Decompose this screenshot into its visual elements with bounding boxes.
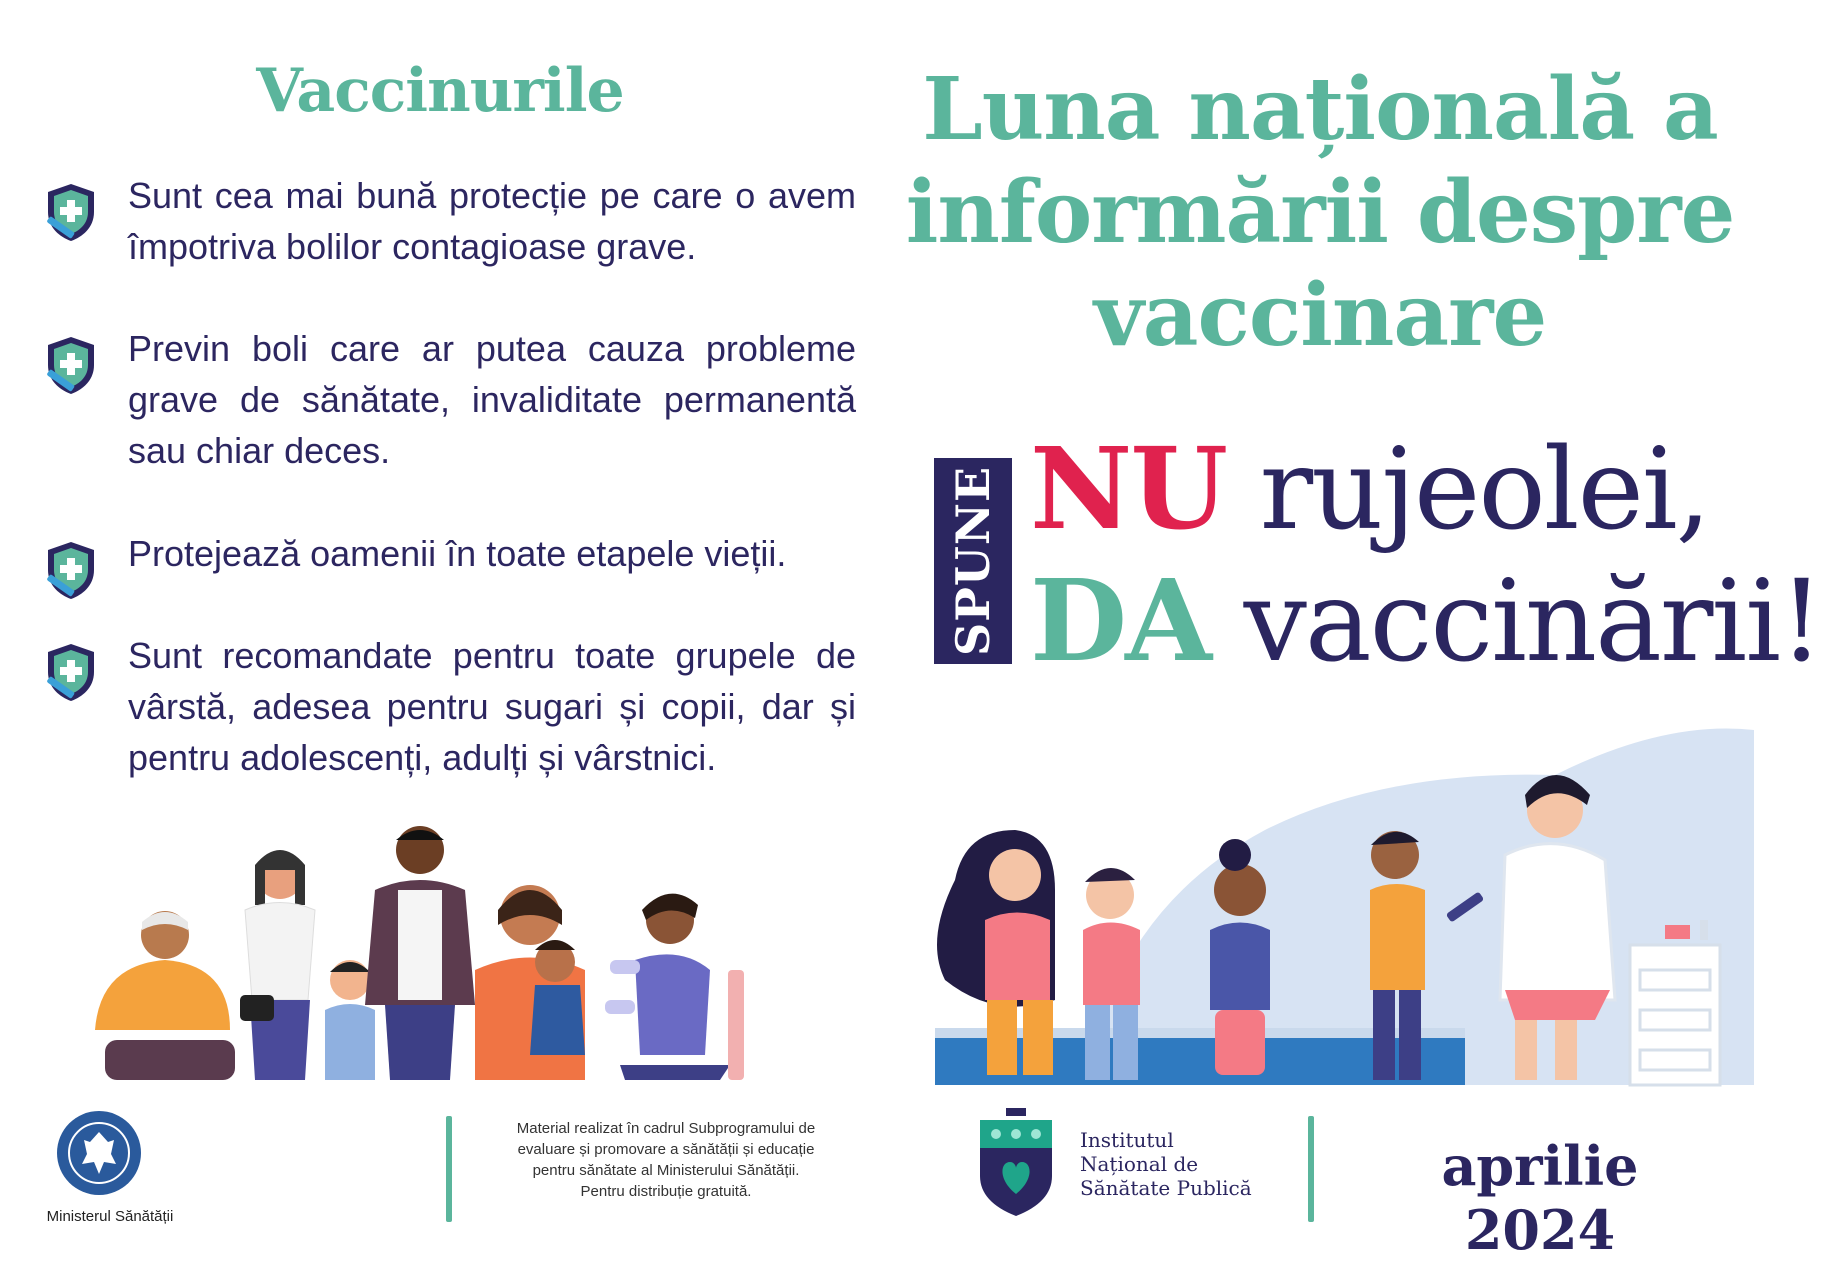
ministry-caption: Ministerul Sănătății [46, 1208, 174, 1225]
shield-cross-syringe-icon [44, 642, 98, 702]
slogan-line-1 [1030, 424, 1750, 555]
footer-note [496, 1118, 836, 1202]
institute-line: Național de [1080, 1152, 1199, 1176]
institute-line: Sănătate Publică [1080, 1176, 1252, 1200]
campaign-title [900, 58, 1740, 367]
shield-cross-syringe-icon [44, 182, 98, 242]
slogan-line-2 [1030, 556, 1822, 687]
title-line: Luna națională a [922, 59, 1718, 160]
footer-note-line: evaluare și promovare a sănătății și educație [517, 1141, 815, 1158]
left-heading: Vaccinurile [256, 56, 624, 126]
slogan-da: DA [1030, 556, 1211, 687]
footer-note-line: Material realizat în cadrul Subprogramului de [516, 1120, 816, 1137]
shield-cross-syringe-icon [44, 335, 98, 395]
institute-line: Institutul [1080, 1128, 1174, 1152]
bullet-text: Protejează oamenii în toate etapele vieții. [128, 533, 787, 574]
footer-note-line: pentru sănătate al Ministerului Sănătății. [532, 1162, 800, 1179]
campaign-date: aprilie 2024 [1441, 1134, 1639, 1262]
spune-text: SPUNE [946, 465, 1000, 657]
title-line: vaccinare [1093, 265, 1547, 366]
footer-note-line: Pentru distribuție gratuită. [580, 1183, 752, 1200]
bullet-text: Sunt recomandate pentru toate grupele de vârstă, adesea pentru sugari și copii, dar și pentru adolescenți, adulți și vârstnici. [128, 635, 856, 778]
bullet-text: Sunt cea mai bună protecție pe care o avem împotriva bolilor contagioase grave. [128, 175, 856, 267]
government-seal-icon [56, 1110, 142, 1196]
institute-name [1080, 1128, 1300, 1200]
slogan-rujeolei: rujeolei, [1226, 425, 1710, 555]
insp-logo-icon [976, 1106, 1056, 1218]
family-illustration [80, 810, 820, 1085]
slogan-vaccinarii: vaccinării! [1210, 557, 1822, 687]
vaccination-scene-illustration [905, 720, 1754, 1085]
slogan-nu: NU [1030, 424, 1227, 555]
shield-cross-syringe-icon [44, 540, 98, 600]
footer-divider [446, 1116, 452, 1222]
title-line: informării despre [905, 162, 1735, 263]
bullet-text: Previn boli care ar putea cauza probleme grave de sănătate, invaliditate permanentă sau chiar deces. [128, 328, 856, 471]
spune-vertical-label [934, 458, 1012, 664]
footer-divider [1308, 1116, 1314, 1222]
